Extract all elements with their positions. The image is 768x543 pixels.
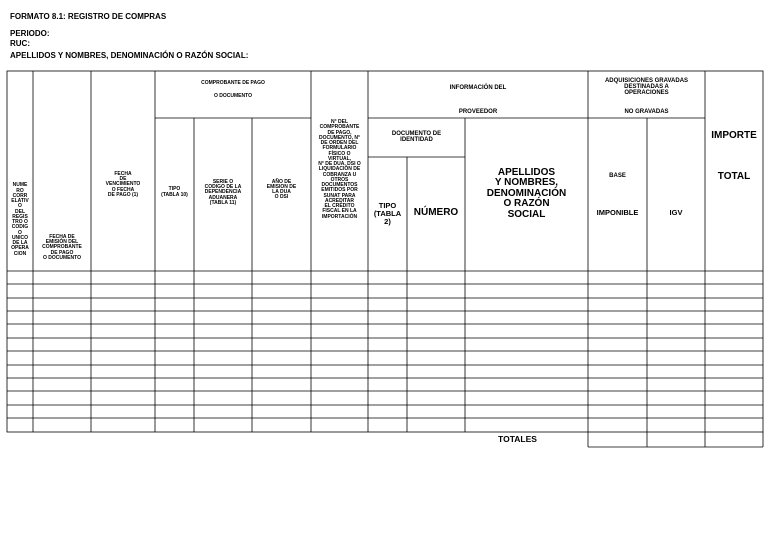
- col-group-informacion-2: PROVEEDOR: [458, 108, 498, 115]
- col-numero: NÚMERO: [413, 206, 459, 218]
- razon-social-label: APELLIDOS Y NOMBRES, DENOMINACIÓN O RAZÓN SOCIAL:: [10, 51, 249, 60]
- col-nro-comprobante: N° DEL COMPROBANTE DE PAGO, DOCUMENTO, N° DE ORDEN DEL FORMULARIO FÍSICO O VIRTUAL, N° DE DUA, DSI O LIQUIDACIÓN DE COBRANZA U OTROS DOCUMENTOS EMITIDOS POR SUNAT PARA ACREDITAR EL CRÉDITO FISCAL EN LA IMPORTACIÓN: [318, 119, 361, 220]
- col-apellidos-nombres: APELLIDOS Y NOMBRES, DENOMINACIÓN O RAZÓN SOCIAL: [486, 166, 567, 220]
- col-doc-identidad: DOCUMENTO DE IDENTIDAD: [391, 130, 442, 143]
- periodo-label: PERIODO:: [10, 29, 50, 38]
- totales-label: TOTALES: [498, 434, 537, 445]
- form-title: FORMATO 8.1: REGISTRO DE COMPRAS: [10, 12, 167, 21]
- col-adquisiciones: ADQUISICIONES GRAVADAS DESTINADAS A OPERACIONES: [604, 77, 689, 97]
- col-group-comprobante-2: O DOCUMENTO: [214, 93, 252, 100]
- col-numero-correlativo: NUME RO CORR ELATIV O DEL REGIS TRO O CODIG O UNICO DE LA OPERA CION: [11, 182, 29, 257]
- col-fecha-vencimiento: FECHA DE VENCIMIENTO O FECHA DE PAGO (1): [105, 170, 141, 198]
- col-imponible: IMPONIBLE: [596, 208, 639, 218]
- col-group-comprobante-1: COMPROBANTE DE PAGO: [201, 80, 265, 87]
- col-tipo-tabla10: TIPO (TABLA 10): [161, 186, 188, 198]
- col-base: BASE: [609, 172, 626, 179]
- col-igv: IGV: [669, 208, 683, 218]
- col-no-gravadas: NO GRAVADAS: [624, 108, 669, 115]
- col-group-informacion-1: INFORMACIÓN DEL: [449, 84, 507, 91]
- ruc-label: RUC:: [10, 39, 30, 48]
- col-anio-dua: AÑO DE EMISION DE LA DUA O DSI: [266, 178, 297, 201]
- col-tipo-tabla2: TIPO (TABLA 2): [373, 201, 402, 226]
- col-importe: IMPORTE: [711, 129, 757, 141]
- col-fecha-emision: FECHA DE EMISIÓN DEL COMPROBANTE DE PAGO O DOCUMENTO: [42, 233, 82, 261]
- col-total: TOTAL: [717, 170, 751, 182]
- col-serie: SERIE O CODIGO DE LA DEPENDENCIA ADUANERA (TABLA 11): [204, 178, 242, 206]
